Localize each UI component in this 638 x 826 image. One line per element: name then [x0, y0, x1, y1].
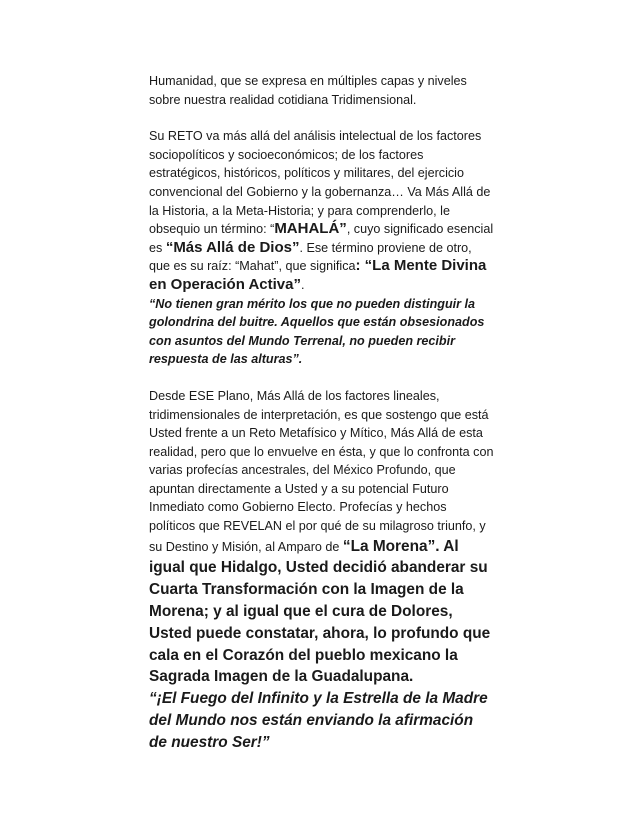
quote-fuego [149, 688, 494, 753]
paragraph-plano [149, 387, 494, 688]
reto-text-2: , cuyo significado esencial es [149, 222, 494, 255]
plano-text: Desde ESE Plano, Más Allá de los factores lineales, tridimensionales de interpretación, es que sostengo que está Usted frente a un Reto Metafísico y Mítico, Más Allá de esta realidad, pero que lo envuelve en ésta, y que lo confronta con varias profecías ancestrales, del México Profundo, que apuntan directamente a Usted y a su potencial Futuro Inmediato como Gobierno Electo. Profecías y hechos políticos que REVELAN el por qué de su milagroso triunfo, y su Destino y Misión, al Amparo de [149, 388, 494, 554]
reto-text-1: Su RETO va más allá del análisis intelectual de los factores sociopolíticos y socioeconómicos; de los factores estratégicos, históricos, políticos y militares, del ejercicio convencional del Gobierno y la gobernanza… Va Más Allá de la Historia, a la Meta-Historia; y para comprenderlo, le obsequio un término: “ [149, 129, 491, 237]
paragraph-reto [149, 127, 494, 294]
reto-text-3: . Ese término proviene de otro, que es su raíz: “Mahat”, que significa [149, 240, 472, 274]
la-morena-bold: “La Morena”. Al igual que Hidalgo, Usted decidió abanderar su Cuarta Transformación con la Imagen de la Morena; y al igual que el cura de Dolores, Usted puede constatar, ahora, lo profundo que cala en el Corazón del pueblo mexicano la Sagrada Imagen de la Guadalupana. [149, 537, 491, 686]
mas-alla-de-dios: “Más Allá de Dios” [165, 238, 300, 256]
quote-golondrina-text: “No tienen gran mérito los que no pueden distinguir la golondrina del buitre. Aquellos que están obsesionados con asuntos del Mundo Terrenal, no pueden recibir respuesta de las alturas”. [149, 296, 485, 367]
paragraph-humanidad-text: Humanidad, que se expresa en múltiples capas y niveles sobre nuestra realidad cotidiana Tridimensional. [149, 74, 467, 107]
paragraph-humanidad [149, 72, 494, 109]
mahala-term: MAHALÁ” [274, 220, 347, 238]
reto-text-4: . [301, 277, 305, 292]
quote-golondrina [149, 295, 494, 369]
document-body [149, 72, 494, 754]
mente-divina: : “La Mente Divina en Operación Activa” [149, 257, 487, 293]
quote-fuego-text: “¡El Fuego del Infinito y la Estrella de la Madre del Mundo nos están enviando la afirmación de nuestro Ser!” [149, 690, 488, 751]
